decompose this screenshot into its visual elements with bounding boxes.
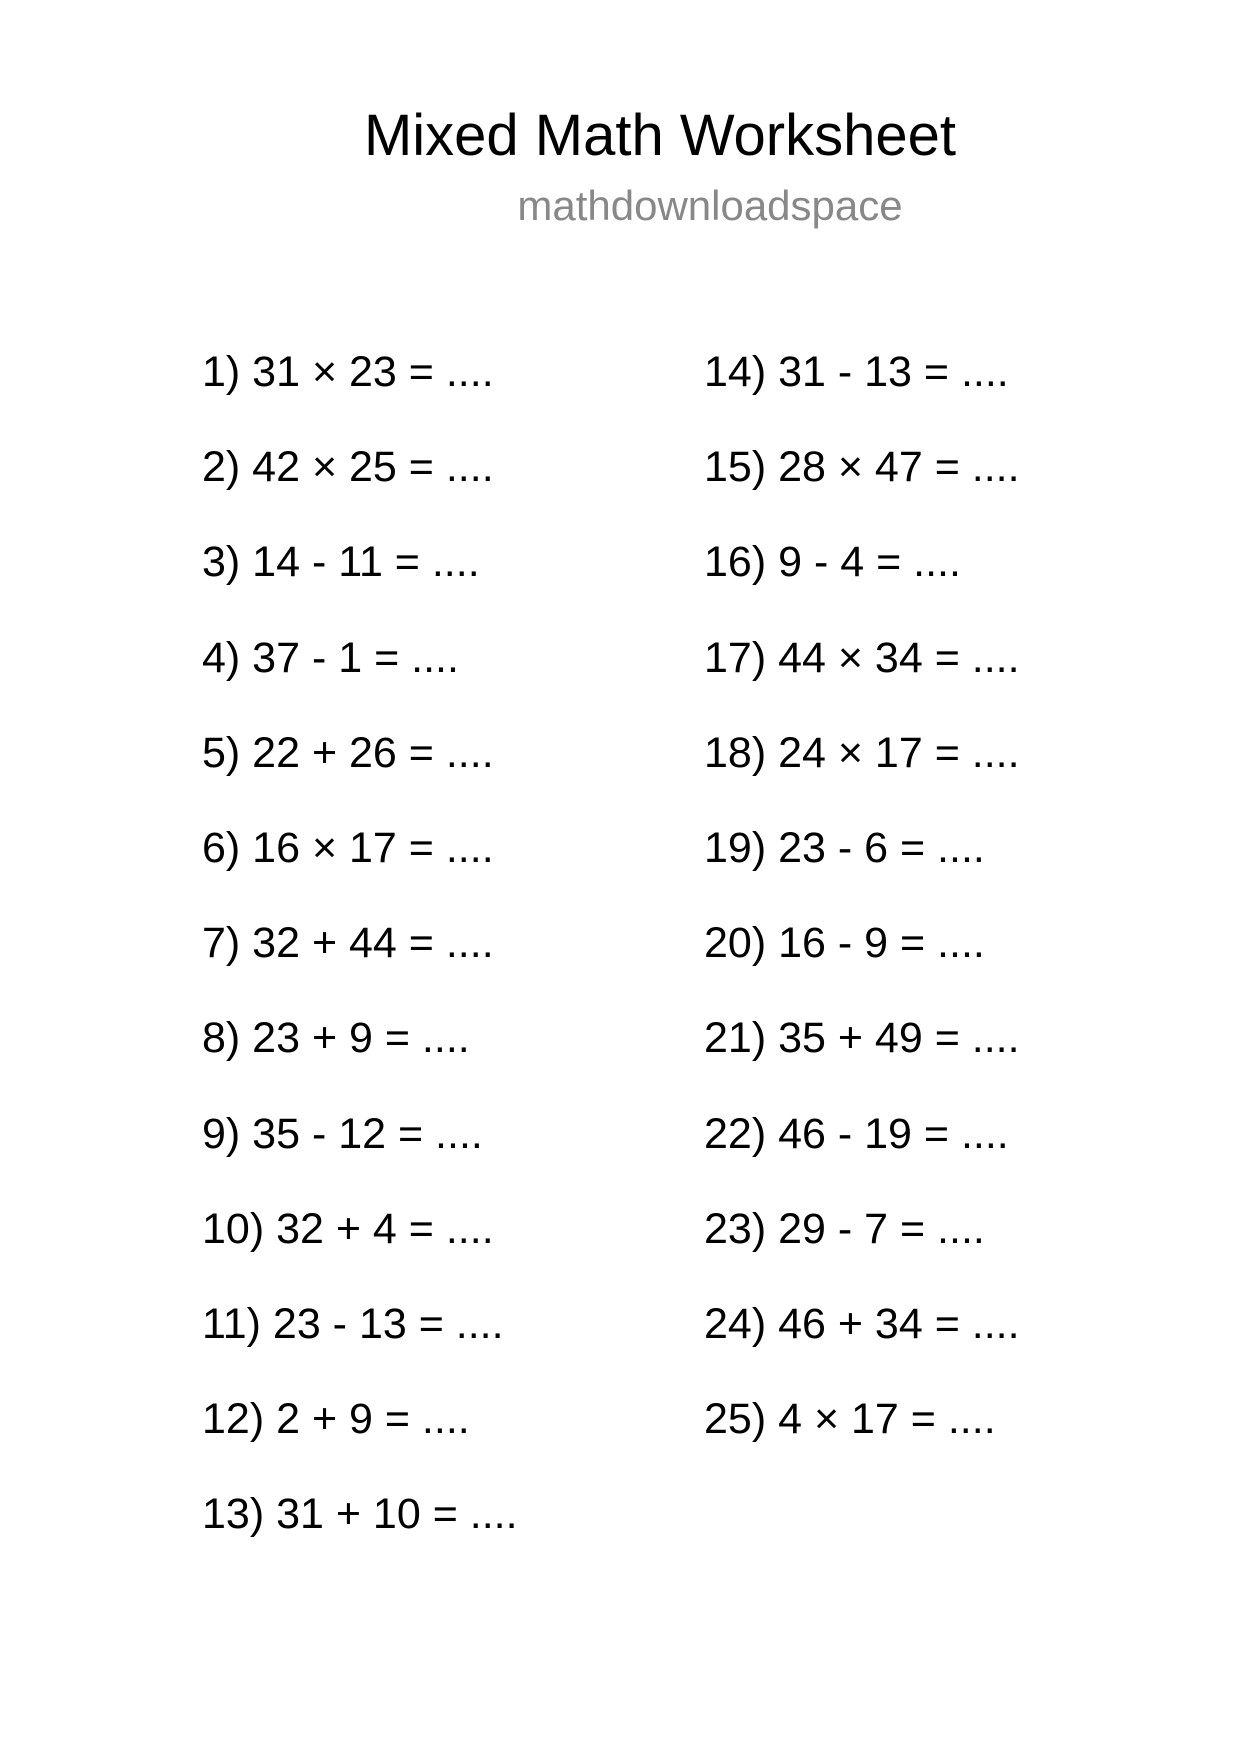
problem-4: 4) 37 - 1 = .... (202, 633, 459, 682)
source-label: mathdownloadspace (517, 182, 903, 229)
problem-21: 21) 35 + 49 = .... (704, 1014, 1020, 1063)
problem-25: 25) 4 × 17 = .... (704, 1395, 996, 1444)
problem-9: 9) 35 - 12 = .... (202, 1109, 483, 1158)
problem-6: 6) 16 × 17 = .... (202, 823, 494, 872)
problem-23: 23) 29 - 7 = .... (704, 1204, 985, 1253)
problem-7: 7) 32 + 44 = .... (202, 919, 494, 968)
problem-10: 10) 32 + 4 = .... (202, 1204, 494, 1253)
problem-24: 24) 46 + 34 = .... (704, 1299, 1020, 1348)
problems-right-column (704, 345, 1020, 1487)
problem-8: 8) 23 + 9 = .... (202, 1014, 470, 1063)
problem-18: 18) 24 × 17 = .... (704, 728, 1020, 777)
problem-16: 16) 9 - 4 = .... (704, 538, 961, 587)
problem-17: 17) 44 × 34 = .... (704, 633, 1020, 682)
problem-13: 13) 31 + 10 = .... (202, 1490, 518, 1539)
problem-1: 1) 31 × 23 = .... (202, 348, 494, 396)
problem-22: 22) 46 - 19 = .... (704, 1109, 1009, 1158)
problem-12: 12) 2 + 9 = .... (202, 1395, 470, 1444)
problem-3: 3) 14 - 11 = .... (202, 538, 480, 587)
page-title: Mixed Math Worksheet (363, 103, 957, 168)
problem-2: 2) 42 × 25 = .... (202, 443, 494, 492)
problem-15: 15) 28 × 47 = .... (704, 443, 1020, 492)
problems-left-column (202, 345, 518, 1582)
problem-19: 19) 23 - 6 = .... (704, 823, 985, 872)
problem-20: 20) 16 - 9 = .... (704, 919, 985, 968)
problem-14: 14) 31 - 13 = .... (704, 348, 1009, 396)
problem-5: 5) 22 + 26 = .... (202, 728, 494, 777)
problem-11: 11) 23 - 13 = .... (202, 1299, 504, 1348)
